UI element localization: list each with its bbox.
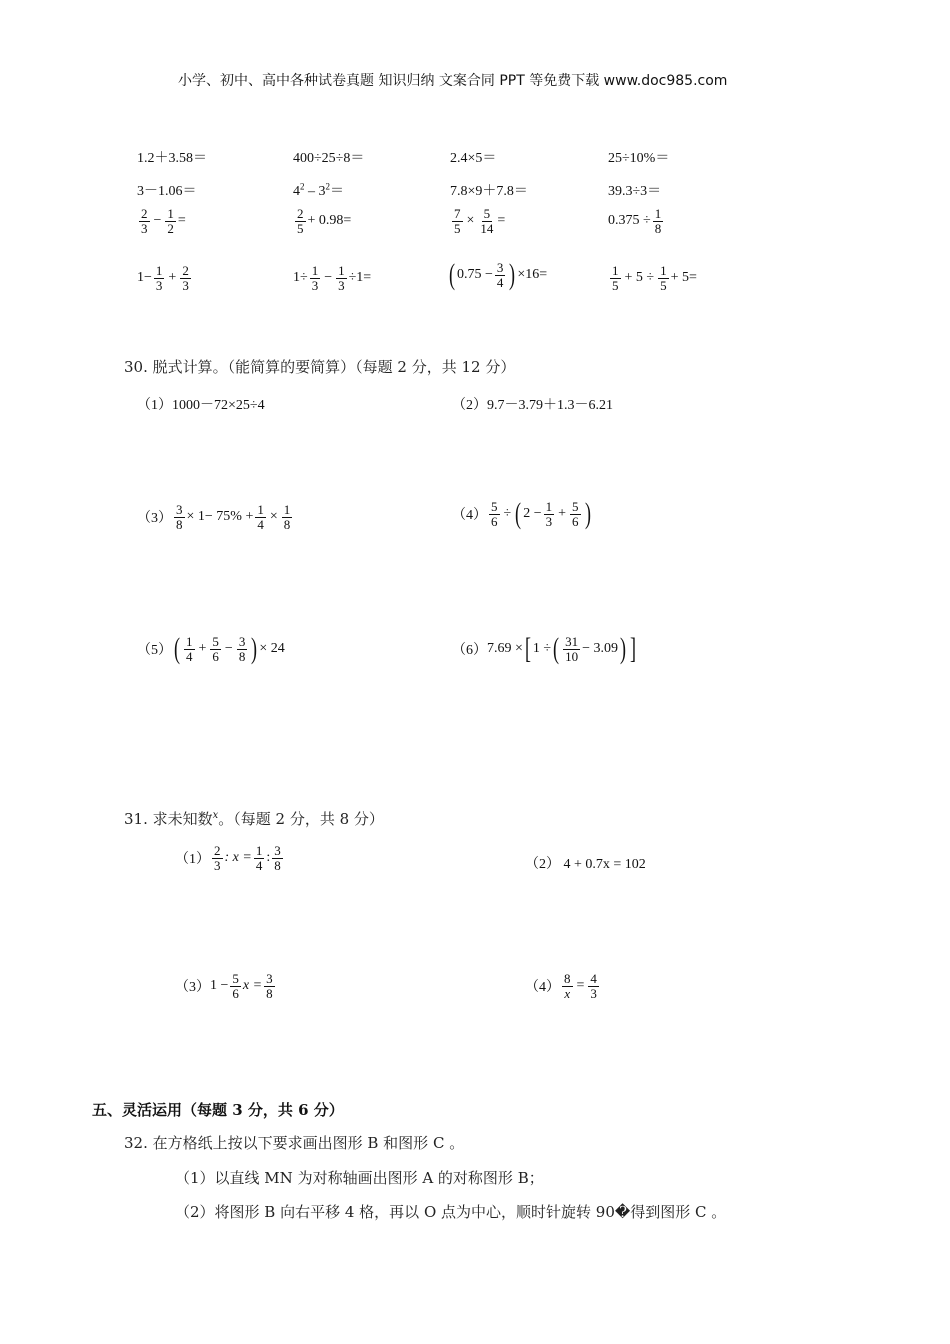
oral-item: 7.8×9＋7.8＝ xyxy=(450,184,528,199)
q30-problem-1: （1）1000－72×25÷4 xyxy=(137,398,265,413)
q30-problem-6: （6） 7.69 × [ 1 ÷ ( $\frac{31}{10}$ − 3.09 ) ] xyxy=(452,632,636,665)
q30-problem-5: （5） ( $\frac{1}{4}$ + $\frac{5}{6}$ − $\frac{3}{8}$ ) × 24 xyxy=(137,632,285,665)
page-header: 小学、初中、高中各种试卷真题 知识归纳 文案合同 PPT 等免费下载 www.doc985.com xyxy=(178,73,728,89)
oral-item: 0.375 ÷ $\frac{1}{8}$ xyxy=(608,206,662,236)
q30-problem-2: （2）9.7－3.79＋1.3－6.21 xyxy=(452,398,613,413)
oral-item: ( 0.75 − $\frac{3}{4}$ ) ×16= xyxy=(449,258,548,291)
question-30-title: 30. 脱式计算。（能简算的要简算）（每题 2 分，共 12 分） xyxy=(124,358,516,376)
question-32-title: 32. 在方格纸上按以下要求画出图形 B 和图形 C 。 xyxy=(124,1134,465,1152)
oral-item: 1÷ $\frac{1}{3}$ − $\frac{1}{3}$ ÷1= xyxy=(293,263,372,293)
oral-item: $\frac{1}{5}$ + 5 ÷ $\frac{1}{5}$ + 5= xyxy=(612,263,697,293)
oral-item: 2.4×5＝ xyxy=(450,151,497,166)
oral-item: 400÷25÷8＝ xyxy=(293,151,365,166)
q31-problem-2: （2） 4 + 0.7x = 102 xyxy=(525,857,646,872)
oral-item: 25÷10%＝ xyxy=(608,151,670,166)
oral-item: 1− $\frac{1}{3}$ + $\frac{2}{3}$ xyxy=(137,263,189,293)
oral-item: $\frac{2}{3}$ − $\frac{1}{2}$ = xyxy=(141,206,186,236)
question-31-title: 31. 求未知数$^x$。（每题 2 分，共 8 分） xyxy=(124,810,384,828)
oral-item: 3－1.06＝ xyxy=(137,184,197,199)
oral-item: $4^2 - 3^2=$ xyxy=(293,181,344,199)
q32-instruction-1: （1）以直线 MN 为对称轴画出图形 A 的对称图形 B； xyxy=(175,1169,544,1187)
oral-item: 39.3÷3＝ xyxy=(608,184,662,199)
q30-problem-4: （4） $\frac{5}{6}$ ÷ ( 2 − $\frac{1}{3}$ + $\frac{5}{6}$ ) xyxy=(452,497,591,530)
q30-problem-3: （3） $\frac{3}{8}$ × 1− 75% + $\frac{1}{4}$ × $\frac{1}{8}$ xyxy=(137,502,291,532)
q31-problem-4: （4） $\frac{8}{x}$ = $\frac{4}{3}$ xyxy=(525,971,597,1001)
oral-item: $\frac{2}{5}$ + 0.98= xyxy=(297,206,352,236)
q31-problem-1: （1） $\frac{2}{3}$ : x = $\frac{1}{4}$ : $\frac{3}{8}$ xyxy=(175,843,281,873)
q32-instruction-2: （2）将图形 B 向右平移 4 格，再以 O 点为中心，顺时针旋转 90�得到图形 C 。 xyxy=(175,1203,727,1221)
section-5-title: 五、灵活运用（每题 3 分，共 6 分） xyxy=(92,1101,344,1119)
q31-problem-3: （3） 1 − $\frac{5}{6}$ x = $\frac{3}{8}$ xyxy=(175,971,273,1001)
oral-item: 1.2＋3.58＝ xyxy=(137,151,207,166)
oral-item: $\frac{7}{5}$ × $\frac{5}{14}$ = xyxy=(454,206,506,236)
